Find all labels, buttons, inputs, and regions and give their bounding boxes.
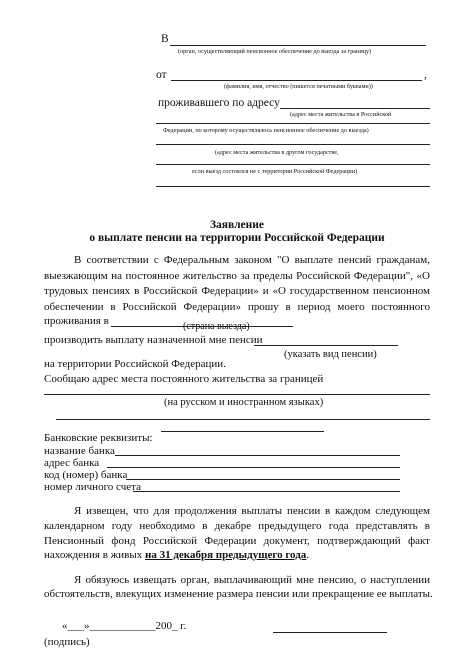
foreign-caption-1: (адрес места жительства в другом государстве, xyxy=(215,149,339,156)
pension-caption: (указать вид пенсии) xyxy=(284,349,377,360)
notice-deadline: на 31 декабря предыдущего года xyxy=(145,549,307,561)
address-line-2[interactable] xyxy=(156,123,430,124)
report-address-text: Сообщаю адрес места постоянного жительства за границей xyxy=(44,373,324,385)
from-suffix: , xyxy=(424,69,427,81)
signature-line[interactable] xyxy=(273,632,387,633)
account-label: номер личного счета xyxy=(44,481,141,493)
bank-name-label: название банка xyxy=(44,445,115,457)
from-prefix: от xyxy=(156,69,167,81)
address-caption-1: (адрес места жительства в Российской xyxy=(290,111,392,118)
p1-line-1: В соответствии с Федеральным законом "О выплате пенсий гражданам, xyxy=(74,254,430,266)
foreign-residence-line-1[interactable] xyxy=(44,394,430,395)
document-subtitle: о выплате пенсии на территории Российской Федерации xyxy=(89,232,385,244)
foreign-residence-line-2[interactable] xyxy=(56,419,430,420)
notice-line-4-prefix: нахождения в живых xyxy=(44,549,143,561)
foreign-caption-2: если выезд состоялся не с территории Российской Федерации) xyxy=(192,168,358,175)
bank-name-line[interactable] xyxy=(115,455,400,456)
p1-line-2: выезжающим на постоянное жительство за пределы Российской Федерации", «О xyxy=(44,270,430,282)
residing-line[interactable] xyxy=(280,108,430,109)
bank-address-line[interactable] xyxy=(107,467,400,468)
notice-line-1: Я извещен, что для продолжения выплаты пенсии в каждом следующем xyxy=(74,505,430,517)
bank-code-label: код (номер) банка xyxy=(44,469,128,481)
bank-heading: Банковские реквизиты: xyxy=(44,432,153,444)
to-prefix: В xyxy=(161,33,169,45)
pay-prefix: производить выплату назначенной мне пенсии xyxy=(44,334,263,346)
foreign-address-line-3[interactable] xyxy=(156,186,430,187)
notice-line-3: Пенсионный фонд Российской Федерации документ, подтверждающий факт xyxy=(44,535,430,547)
foreign-residence-line-3[interactable] xyxy=(161,431,324,432)
residing-label: проживавшего по адресу xyxy=(158,97,280,109)
from-caption: (фамилия, имя, отчество (пишется печатными буквами)) xyxy=(224,83,373,90)
date-field[interactable]: «___»____________200_ г. xyxy=(62,620,187,632)
language-caption: (на русском и иностранном языках) xyxy=(164,397,324,408)
bank-address-label: адрес банка xyxy=(44,457,100,469)
signature-caption: (подпись) xyxy=(44,636,90,648)
foreign-address-line-1[interactable] xyxy=(156,144,430,145)
document-title: Заявление xyxy=(209,219,264,231)
obligation-line-1: Я обязуюсь извещать орган, выплачивающий мне пенсию, о наступлении xyxy=(74,574,430,586)
notice-line-4 xyxy=(44,549,309,561)
obligation-line-2: обстоятельств, влекущих изменение размера пенсии или прекращение ее выплаты. xyxy=(44,588,433,600)
notice-line-2: календарном году необходимо в декабре предыдущего года представлять в xyxy=(44,520,430,532)
country-caption: (страна выезда) xyxy=(183,321,250,332)
account-line[interactable] xyxy=(133,491,400,492)
notice-line-4-end: . xyxy=(306,549,310,561)
foreign-address-line-2[interactable] xyxy=(156,164,430,165)
pension-type-line[interactable] xyxy=(254,345,398,346)
territory-text: на территории Российской Федерации. xyxy=(44,358,226,370)
p1-line-4: обеспечении в Российской Федерации» прошу в период моего постоянного xyxy=(44,301,430,313)
from-line[interactable] xyxy=(171,80,422,81)
to-caption: (орган, осуществляющий пенсионное обеспечение до выезда за границу) xyxy=(178,48,372,55)
address-caption-2: Федерации, по которому осуществлялось пенсионное обеспечение до выезда) xyxy=(163,127,369,134)
to-line[interactable] xyxy=(170,45,426,46)
bank-code-line[interactable] xyxy=(126,479,400,480)
p1-line-5: проживания в xyxy=(44,315,109,327)
p1-line-3: трудовых пенсиях в Российской Федерации» и «О государственном пенсионном xyxy=(44,285,430,297)
